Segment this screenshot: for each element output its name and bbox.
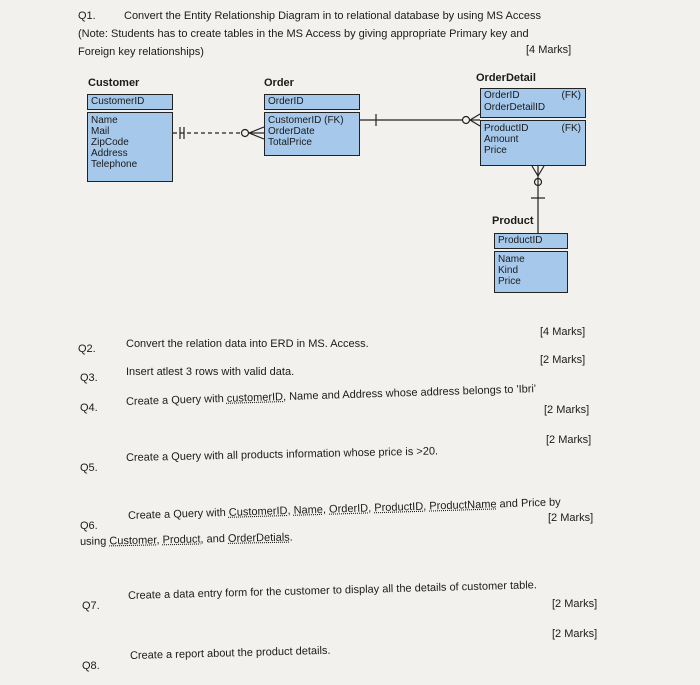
q5-marks: [2 Marks] [546, 434, 592, 446]
q6-u1: CustomerID, [228, 504, 291, 519]
q6-u7: Product, [162, 533, 204, 547]
orderdetail-pk-name: OrderID [484, 90, 520, 101]
customer-entity-title: Customer [88, 77, 140, 89]
q4-marks: [2 Marks] [544, 404, 590, 416]
q6-text-a: Create a Query with [127, 506, 230, 522]
q6-text [128, 496, 561, 522]
product-attr: Kind [498, 265, 519, 276]
q1-line1: Convert the Entity Relationship Diagram in to relational database by using MS Access [124, 10, 541, 22]
order-orderdetail-relationship [360, 114, 480, 126]
q8-number: Q8. [82, 660, 100, 672]
customer-pk: CustomerID [87, 94, 173, 110]
q6-u6: Customer, [109, 534, 160, 548]
orderdetail-attr: ProductID [484, 123, 529, 134]
q7-text: Create a data entry form for the customer to display all the details of customer table. [127, 579, 538, 602]
orderdetail-pk-tag: (FK) [561, 90, 581, 101]
order-attr: TotalPrice [268, 137, 312, 148]
q6-text-b: and Price by [496, 496, 561, 511]
q6-u5: ProductName [429, 498, 497, 513]
q1-line2: (Note: Students has to create tables in the MS Access by giving appropriate Primary key and [78, 28, 529, 40]
customer-attr: Mail [91, 126, 110, 137]
orderdetail-attr: Amount [484, 134, 519, 145]
q6-number: Q6. [80, 520, 98, 532]
order-entity-title: Order [264, 77, 294, 89]
q5-text: Create a Query with all products information whose price is >20. [125, 445, 439, 464]
customer-attr: Telephone [91, 159, 138, 170]
q1-marks: [4 Marks] [526, 44, 572, 56]
relationship-lines [0, 0, 700, 300]
customer-attr: ZipCode [91, 137, 129, 148]
customer-attr: Address [91, 148, 128, 159]
q2-number: Q2. [78, 343, 96, 355]
product-attr: Price [498, 276, 521, 287]
q3-marks: [2 Marks] [540, 354, 586, 366]
q5-number: Q5. [80, 462, 98, 474]
q6-u4: ProductID, [374, 500, 427, 515]
q6-line2-b: and [203, 532, 229, 546]
orderdetail-pk-name: OrderDetailID [484, 102, 546, 113]
q6-u3: OrderID, [328, 502, 372, 516]
q4-text-u: customerID, [226, 390, 287, 405]
q3-number: Q3. [80, 372, 98, 384]
q2-text: Convert the relation data into ERD in MS. Access. [126, 338, 369, 350]
customer-order-relationship [173, 127, 264, 139]
q4-number: Q4. [80, 402, 98, 414]
q1-number: Q1. [78, 10, 96, 22]
q7-number: Q7. [82, 600, 100, 612]
q6-u2: Name, [293, 503, 327, 517]
order-attr: CustomerID (FK) [268, 115, 344, 126]
orderdetail-entity-title: OrderDetail [476, 72, 536, 84]
q2-marks: [4 Marks] [540, 326, 586, 338]
q3-text: Insert atlest 3 rows with valid data. [126, 366, 295, 378]
q6-line2-c: . [289, 531, 293, 544]
q1-line3: Foreign key relationships) [78, 46, 204, 58]
q8-marks: [2 Marks] [552, 628, 598, 640]
orderdetail-attr-tag: (FK) [561, 123, 581, 134]
q8-text: Create a report about the product details. [129, 644, 331, 662]
orderdetail-product-relationship [531, 166, 545, 233]
order-attr: OrderDate [268, 126, 315, 137]
q6-marks: [2 Marks] [548, 512, 594, 524]
customer-attr: Name [91, 115, 118, 126]
q4-text-b: Name and Address whose address belongs to 'Ibri' [285, 383, 537, 403]
product-pk: ProductID [494, 233, 568, 249]
order-pk: OrderID [264, 94, 360, 110]
orderdetail-attr: Price [484, 145, 507, 156]
q6-u8: OrderDetials [227, 531, 290, 545]
product-attr: Name [498, 254, 525, 265]
q7-marks: [2 Marks] [552, 598, 598, 610]
q6-line2-a: using [79, 535, 110, 548]
q6-line2 [80, 532, 293, 548]
product-entity-title: Product [492, 215, 534, 227]
q4-text [126, 383, 536, 408]
q4-text-a: Create a Query with [125, 392, 228, 408]
